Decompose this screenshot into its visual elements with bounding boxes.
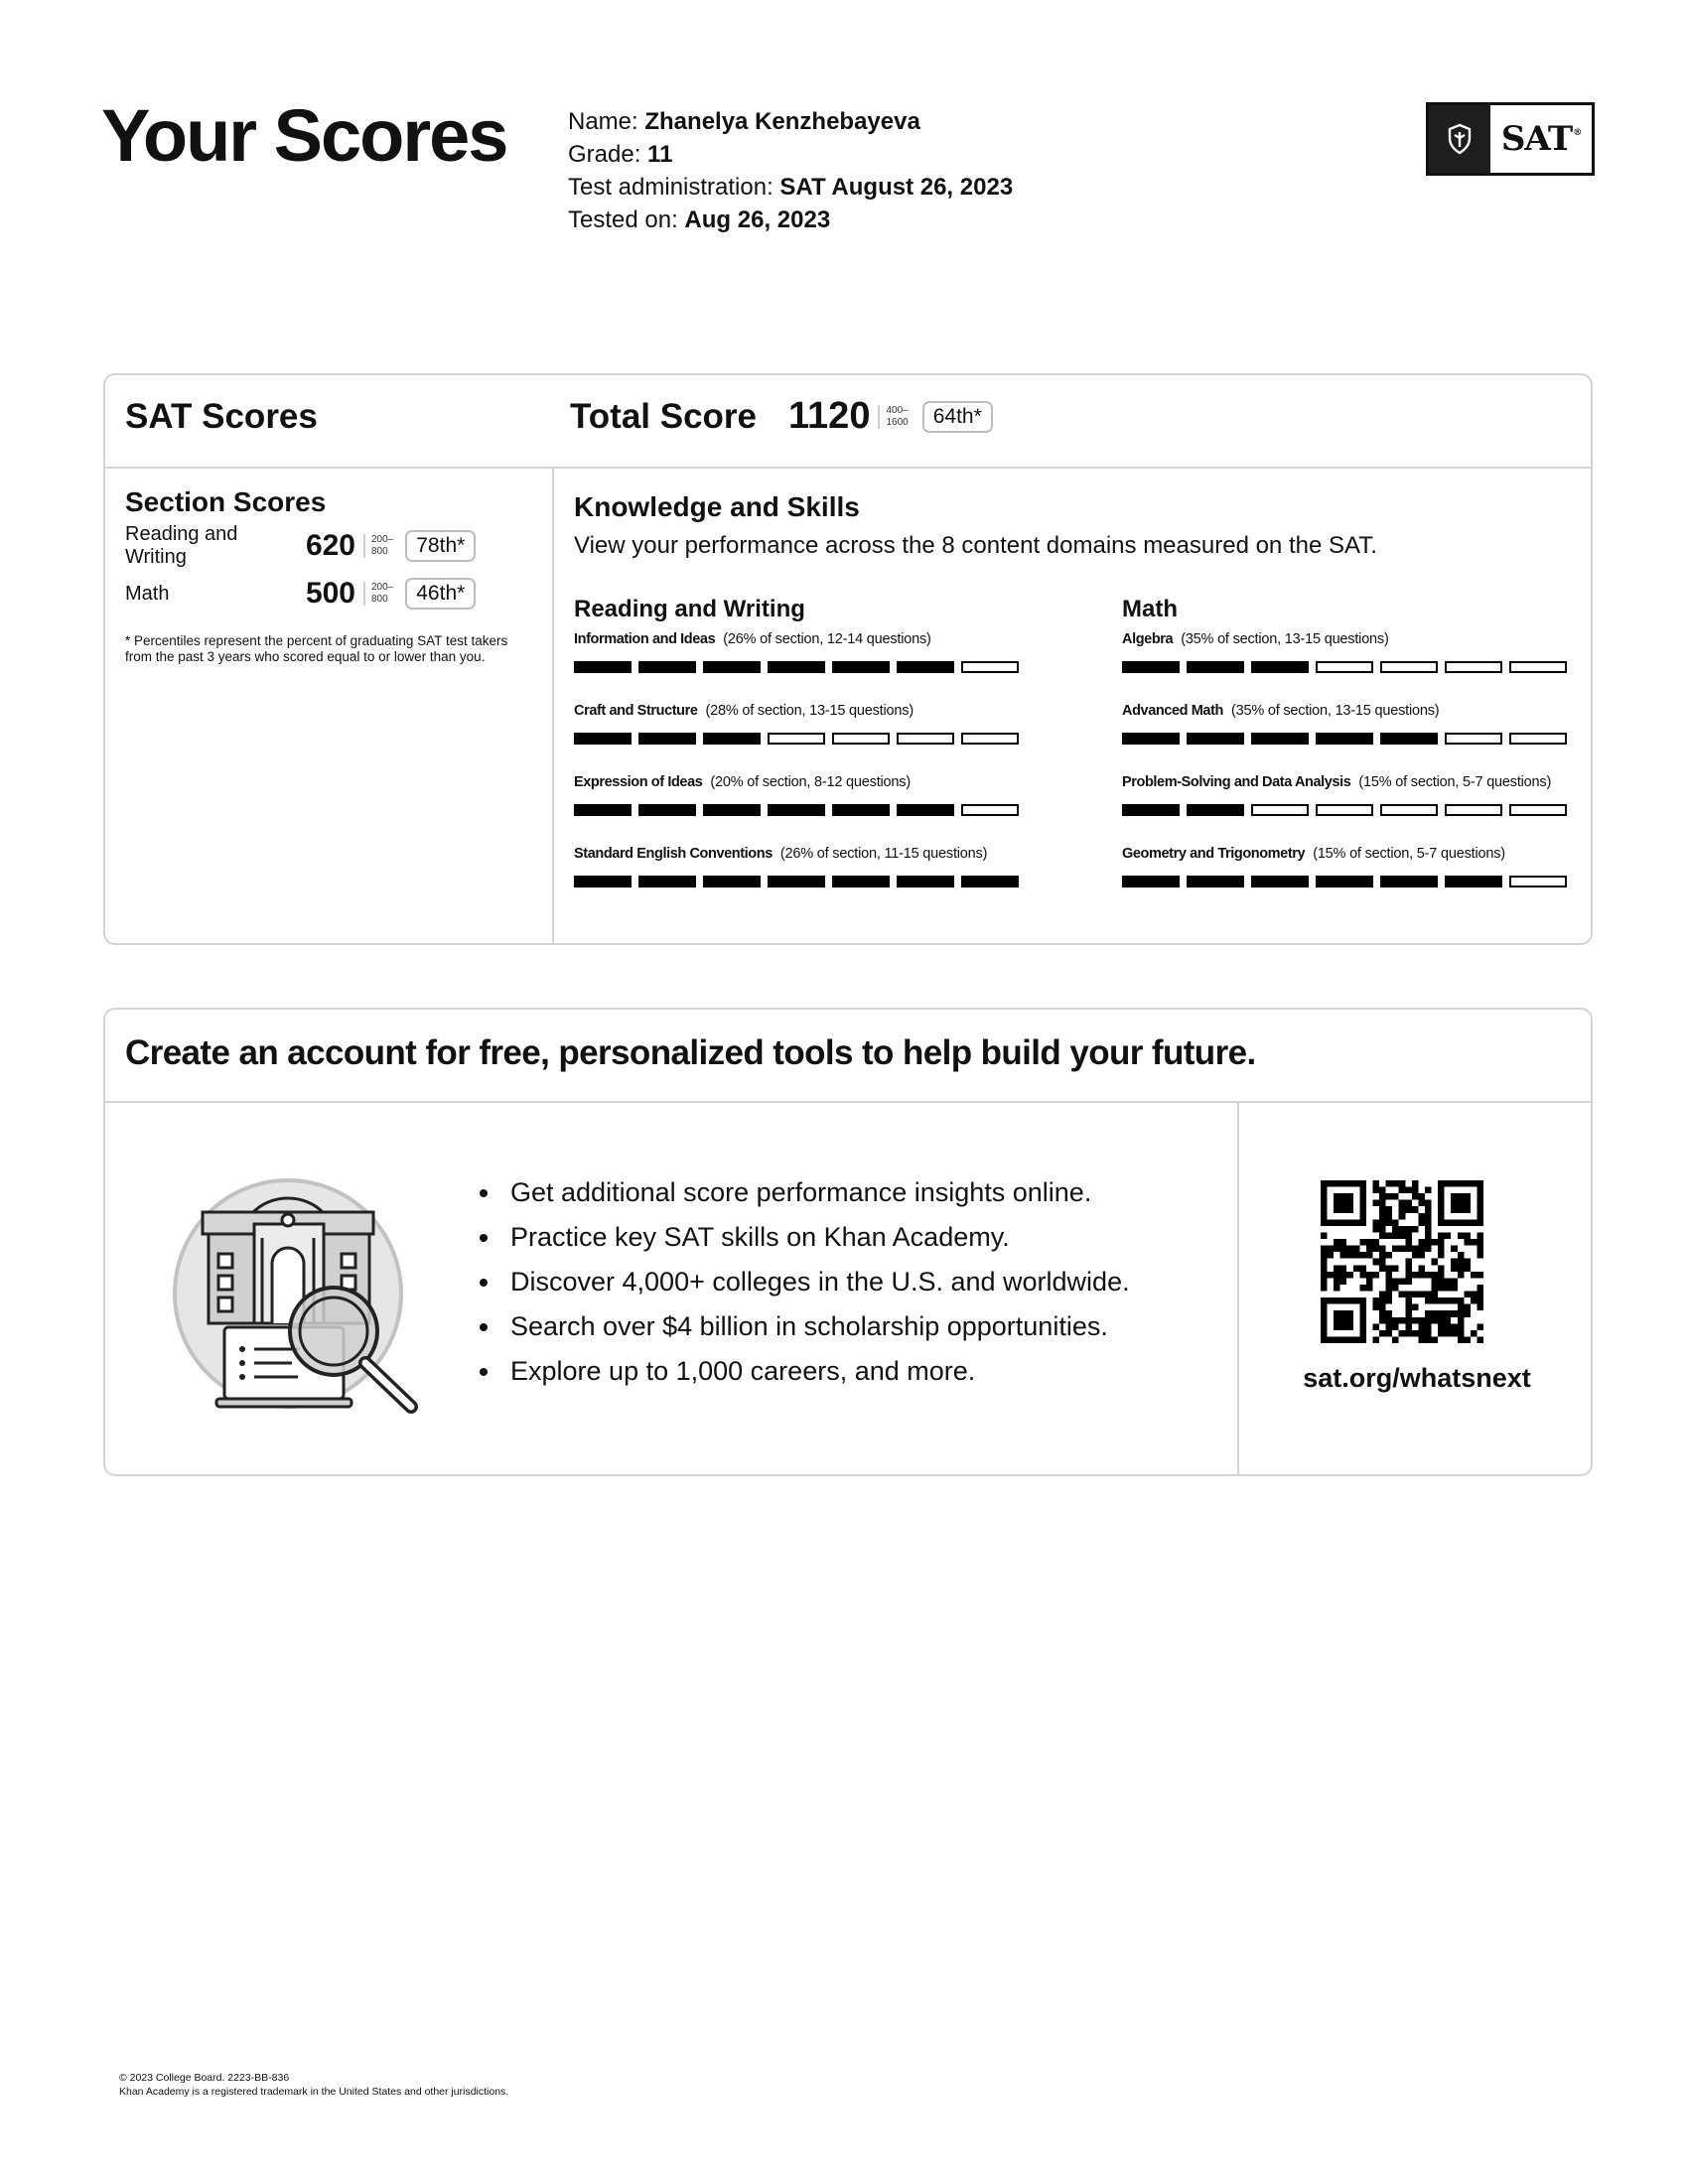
skills-column-math [1122, 596, 1589, 887]
knowledge-skills-intro: View your performance across the 8 content domains measured on the SAT. [574, 532, 1377, 559]
domain-detail: (20% of section, 8-12 questions) [710, 774, 911, 790]
skills-column-reading-writing [574, 596, 1031, 887]
list-item: • Discover 4,000+ colleges in the U.S. and worldwide. [502, 1260, 1130, 1304]
section-score: 620 [305, 529, 355, 562]
bar-segment-filled [768, 804, 825, 816]
domain-name: Algebra [1122, 631, 1174, 647]
bar-segment-filled [638, 733, 696, 745]
tested-on-row [568, 204, 1013, 236]
domain-item [1122, 774, 1589, 816]
bar-segment-filled [961, 876, 1019, 887]
performance-bar [1122, 733, 1589, 745]
performance-bar [1122, 661, 1589, 673]
domain-list [574, 631, 1031, 887]
percentile-footnote: * Percentiles represent the percent of graduating SAT test takers from the past 3 years who scored equal to or lower than you. [125, 633, 508, 664]
college-board-shield-icon [1429, 105, 1490, 173]
bar-segment-filled [1187, 733, 1244, 745]
sat-scores-card [103, 373, 1593, 945]
bar-segment-filled [1380, 733, 1438, 745]
performance-bar [574, 804, 1031, 816]
list-item: • Search over $4 billion in scholarship opportunities. [502, 1304, 1130, 1349]
domain-name: Information and Ideas [574, 631, 716, 647]
bar-segment-filled [703, 733, 761, 745]
bar-segment-filled [1316, 733, 1373, 745]
section-row-reading-writing [125, 522, 542, 570]
domain-name: Geometry and Trigonometry [1122, 846, 1306, 862]
domain-detail: (26% of section, 12-14 questions) [723, 631, 931, 647]
bar-segment-filled [1122, 661, 1180, 673]
knowledge-skills-heading: Knowledge and Skills [574, 491, 860, 522]
domain-label [1122, 631, 1589, 647]
section-percentile-badge: 46th* [405, 578, 476, 610]
tested-label: Tested on: [568, 206, 685, 233]
domain-name: Craft and Structure [574, 703, 698, 719]
domain-detail: (15% of section, 5-7 questions) [1358, 774, 1552, 790]
bar-segment-filled [1380, 876, 1438, 887]
bar-segment-filled [768, 661, 825, 673]
bar-segment-filled [1187, 661, 1244, 673]
bar-segment-filled [574, 876, 632, 887]
bar-segment-filled [638, 804, 696, 816]
section-scores-list [125, 522, 542, 617]
promo-title: Create an account for free, personalized tools to help build your future. [125, 1033, 1256, 1072]
domain-name: Expression of Ideas [574, 774, 703, 790]
domain-item [574, 846, 1031, 887]
trademark-text: Khan Academy is a registered trademark in the United States and other jurisdictions. [119, 2086, 509, 2098]
bar-segment-filled [832, 661, 890, 673]
bar-segment-empty [897, 733, 954, 745]
admin-label: Test administration: [568, 174, 780, 201]
section-label: Math [125, 582, 170, 605]
domain-name: Problem-Solving and Data Analysis [1122, 774, 1351, 790]
bar-segment-filled [897, 661, 954, 673]
domain-list [1122, 631, 1589, 887]
list-item: • Get additional score performance insights online. [502, 1170, 1130, 1215]
domain-detail: (35% of section, 13-15 questions) [1230, 703, 1440, 719]
section-scores-heading: Section Scores [125, 486, 327, 517]
bar-segment-filled [1445, 876, 1502, 887]
bar-segment-filled [703, 876, 761, 887]
domain-detail: (15% of section, 5-7 questions) [1313, 846, 1505, 862]
bar-segment-empty [961, 804, 1019, 816]
sat-scores-heading: SAT Scores [125, 397, 318, 436]
bar-segment-filled [703, 804, 761, 816]
promo-benefits-list [469, 1170, 1130, 1394]
college-search-illustration [173, 1159, 431, 1422]
bar-segment-filled [703, 661, 761, 673]
domain-label [1122, 774, 1589, 790]
performance-bar [574, 661, 1031, 673]
domain-label [1122, 846, 1589, 862]
admin-value: SAT August 26, 2023 [779, 174, 1014, 201]
bar-segment-empty [1445, 733, 1502, 745]
performance-bar [574, 733, 1031, 745]
bar-segment-empty [768, 733, 825, 745]
bar-segment-empty [1445, 804, 1502, 816]
bar-segment-filled [1251, 876, 1309, 887]
domain-item [1122, 631, 1589, 673]
bar-segment-empty [1509, 876, 1567, 887]
bar-segment-filled [1122, 804, 1180, 816]
page-title: Your Scores [101, 94, 507, 177]
bar-segment-filled [574, 804, 632, 816]
bar-segment-filled [768, 876, 825, 887]
domain-item [574, 703, 1031, 745]
bar-segment-empty [961, 733, 1019, 745]
domain-detail: (26% of section, 11-15 questions) [779, 846, 988, 862]
bar-segment-filled [1251, 661, 1309, 673]
bar-segment-empty [1509, 804, 1567, 816]
grade-row [568, 138, 1013, 171]
sat-logo [1426, 102, 1595, 176]
bar-segment-filled [897, 804, 954, 816]
bar-segment-filled [1316, 876, 1373, 887]
skills-column-heading: Reading and Writing [574, 596, 805, 622]
total-score-label: Total Score [570, 396, 758, 436]
total-percentile-badge: 64th* [922, 401, 993, 433]
domain-label [1122, 703, 1589, 719]
total-score-row [570, 395, 993, 438]
test-admin-row [568, 171, 1013, 204]
domain-label [574, 774, 1031, 790]
section-row-math [125, 570, 542, 617]
bar-segment-empty [961, 661, 1019, 673]
skills-column-heading: Math [1122, 596, 1178, 622]
section-label: Reading and Writing [125, 523, 238, 568]
section-score: 500 [305, 577, 355, 610]
domain-name: Advanced Math [1122, 703, 1223, 719]
bar-segment-filled [1251, 733, 1309, 745]
student-name-row [568, 105, 1013, 138]
total-score-range: 400– 1600 [878, 405, 908, 429]
domain-label [574, 703, 1031, 719]
account-promo-card [103, 1008, 1593, 1476]
bar-segment-filled [574, 733, 632, 745]
domain-item [1122, 703, 1589, 745]
list-item: • Practice key SAT skills on Khan Academy. [502, 1215, 1130, 1260]
domain-detail: (35% of section, 13-15 questions) [1181, 631, 1389, 647]
whats-next-link[interactable]: sat.org/whatsnext [1303, 1363, 1531, 1393]
performance-bar [1122, 804, 1589, 816]
domain-item [574, 774, 1031, 816]
performance-bar [574, 876, 1031, 887]
bar-segment-filled [832, 876, 890, 887]
bar-segment-empty [1316, 804, 1373, 816]
name-label: Name: [568, 108, 645, 135]
tested-value: Aug 26, 2023 [684, 206, 831, 233]
copyright-text: © 2023 College Board. 2223-BB-836 [119, 2072, 290, 2084]
section-range: 200– 800 [363, 534, 393, 558]
domain-label [574, 631, 1031, 647]
bar-segment-filled [897, 876, 954, 887]
bar-segment-empty [1509, 661, 1567, 673]
bar-segment-empty [1445, 661, 1502, 673]
domain-name: Standard English Conventions [574, 846, 773, 862]
section-range: 200– 800 [363, 582, 393, 606]
bar-segment-empty [1509, 733, 1567, 745]
bar-segment-filled [832, 804, 890, 816]
list-item: • Explore up to 1,000 careers, and more. [502, 1349, 1130, 1394]
student-info [568, 105, 1013, 236]
total-score-value: 1120 [788, 395, 871, 437]
qr-code-icon[interactable] [1321, 1180, 1483, 1348]
bar-segment-filled [1187, 804, 1244, 816]
sat-logo-text: SAT ® [1500, 119, 1582, 159]
grade-value: 11 [647, 141, 673, 168]
bar-segment-empty [1316, 661, 1373, 673]
bar-segment-filled [1122, 733, 1180, 745]
section-percentile-badge: 78th* [405, 530, 476, 562]
domain-item [574, 631, 1031, 673]
student-name: Zhanelya Kenzhebayeva [644, 108, 920, 135]
bar-segment-filled [638, 661, 696, 673]
bar-segment-filled [1122, 876, 1180, 887]
performance-bar [1122, 876, 1589, 887]
bar-segment-empty [1380, 661, 1438, 673]
domain-label [574, 846, 1031, 862]
bar-segment-empty [1380, 804, 1438, 816]
bar-segment-filled [638, 876, 696, 887]
bar-segment-filled [574, 661, 632, 673]
bar-segment-empty [832, 733, 890, 745]
domain-item [1122, 846, 1589, 887]
bar-segment-filled [1187, 876, 1244, 887]
page-footer [119, 2071, 508, 2099]
domain-detail: (28% of section, 13-15 questions) [705, 703, 914, 719]
bar-segment-empty [1251, 804, 1309, 816]
grade-label: Grade: [568, 141, 648, 168]
